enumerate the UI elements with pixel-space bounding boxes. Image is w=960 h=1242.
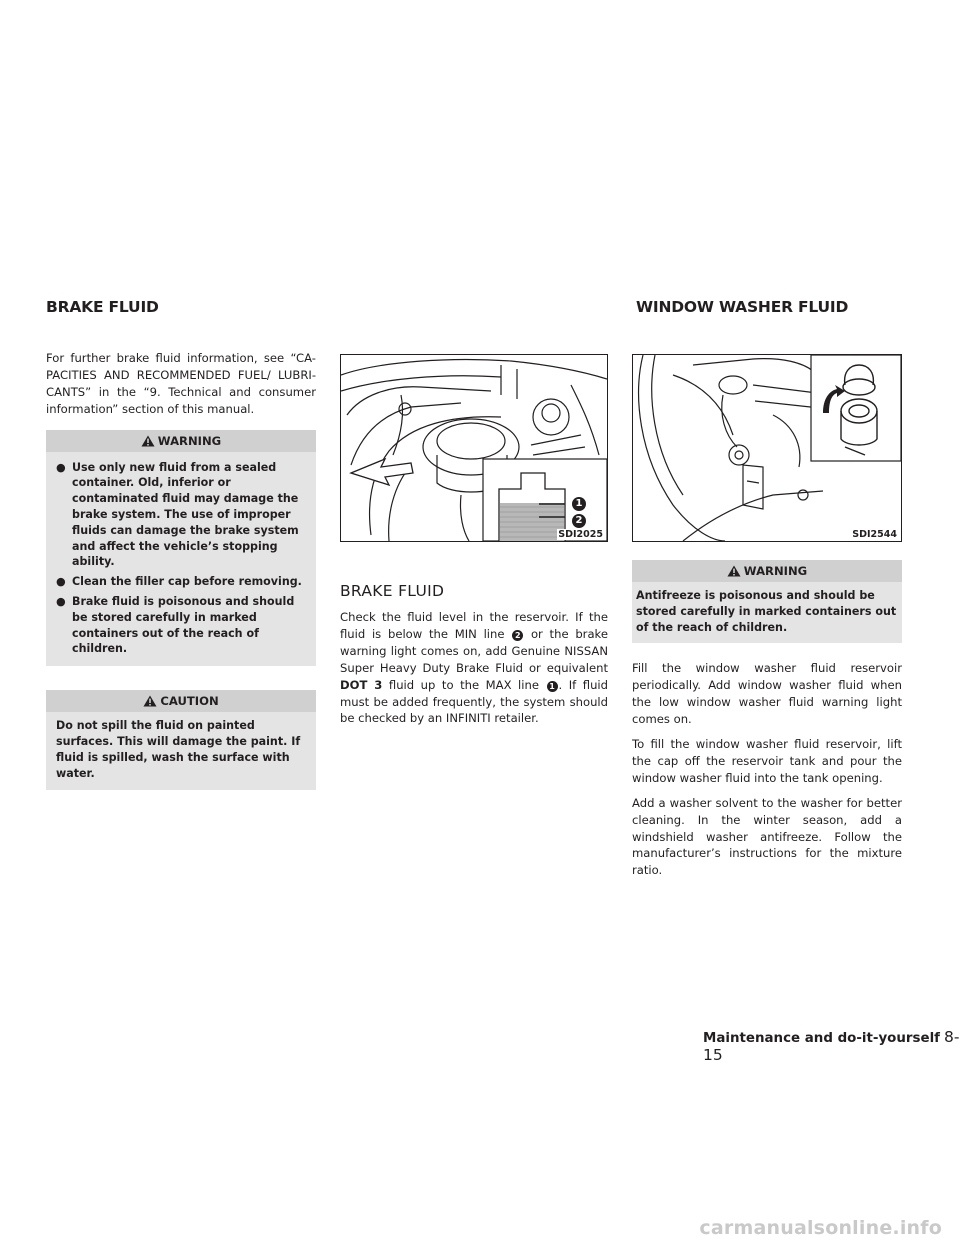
warning-header	[632, 560, 902, 582]
bullet-icon: ●	[56, 595, 66, 608]
callout-1: 1	[571, 491, 587, 511]
washer-reservoir-illustration	[633, 355, 901, 541]
warning-item: ● Use only new fluid from a sealed container. Old, inferior or contaminated fluid may damage the brake system. The use of improper fluids can damage the brake system and affect the vehicle’s stopping ability.	[56, 460, 299, 569]
warning-triangle-icon	[141, 435, 155, 447]
caution-text: Do not spill the fluid on painted surfaces. This will damage the paint. If fluid is spilled, wash the surface with water.	[56, 719, 301, 780]
direction-arrow-icon	[351, 459, 413, 485]
warning-triangle-icon	[143, 695, 157, 707]
warning-item: ● Brake fluid is poisonous and should be stored carefully in marked containers out of the reach of children.	[56, 595, 295, 656]
figure-code: SDI2025	[558, 529, 603, 540]
watermark: carmanualsonline.info	[699, 1217, 942, 1239]
warning-title: WARNING	[743, 564, 808, 578]
intro-paragraph: For further brake fluid information, see “CA-PACITIES AND RECOMMENDED FUEL/ LUBRI-CANTS” in the “9. Technical and consumer information” section of this manual.	[46, 351, 316, 416]
figure-code: SDI2544	[852, 529, 897, 540]
callout-2-inline: 2	[512, 630, 523, 641]
warning-item: ● Clean the filler cap before removing.	[56, 575, 302, 589]
brake-reservoir-illustration	[341, 355, 607, 541]
washer-paragraph: Fill the window washer fluid reservoir periodically. Add window washer fluid when the low window washer fluid warning light comes on.	[632, 661, 902, 727]
page-number: 8-15	[703, 1028, 960, 1064]
bullet-icon: ●	[56, 575, 66, 589]
bullet-icon: ●	[56, 460, 66, 474]
callout-1-inline: 1	[547, 681, 558, 692]
brake-fluid-paragraph: Check the fluid level in the reservoir. If the fluid is below the MIN line 2 or the brake warning light comes on, add Genuine NISSAN Super Heavy Duty Brake Fluid or equivalent DOT 3 fluid up to the MAX line 1 . If fluid must be added frequently, the system should be checked by an INFINITI retailer.	[340, 610, 609, 726]
washer-paragraph: To fill the window washer fluid reservoir, lift the cap off the reservoir tank and pour the window washer fluid into the tank opening.	[632, 737, 902, 785]
washer-fluid-figure	[632, 354, 902, 542]
section-title-window-washer-fluid: WINDOW WASHER FLUID	[636, 298, 849, 316]
warning-box-brake	[46, 430, 316, 667]
washer-paragraph: Add a washer solvent to the washer for better cleaning. In the winter season, add a windshield washer antifreeze. Follow the manufacturer’s instructions for the mixture ratio.	[632, 795, 902, 878]
subheading-brake-fluid: BRAKE FLUID	[340, 582, 445, 600]
page-footer	[703, 1028, 960, 1064]
brake-fluid-figure	[340, 354, 608, 542]
caution-header	[46, 690, 316, 712]
brake-fluid-text	[340, 609, 608, 727]
warning-box-washer	[632, 560, 902, 643]
warning-triangle-icon	[727, 565, 741, 577]
warning-header	[46, 430, 316, 452]
caution-box	[46, 690, 316, 790]
callout-2: 2	[571, 508, 587, 528]
warning-text: Antifreeze is poisonous and should be stored carefully in marked containers out of the reach of children.	[636, 589, 897, 634]
column-right	[632, 560, 902, 879]
footer-section-title: Maintenance and do-it-yourself	[703, 1031, 940, 1046]
caution-title: CAUTION	[160, 694, 219, 709]
section-title-brake-fluid: BRAKE FLUID	[46, 298, 159, 316]
column-left	[46, 350, 316, 790]
warning-title: WARNING	[157, 433, 222, 448]
